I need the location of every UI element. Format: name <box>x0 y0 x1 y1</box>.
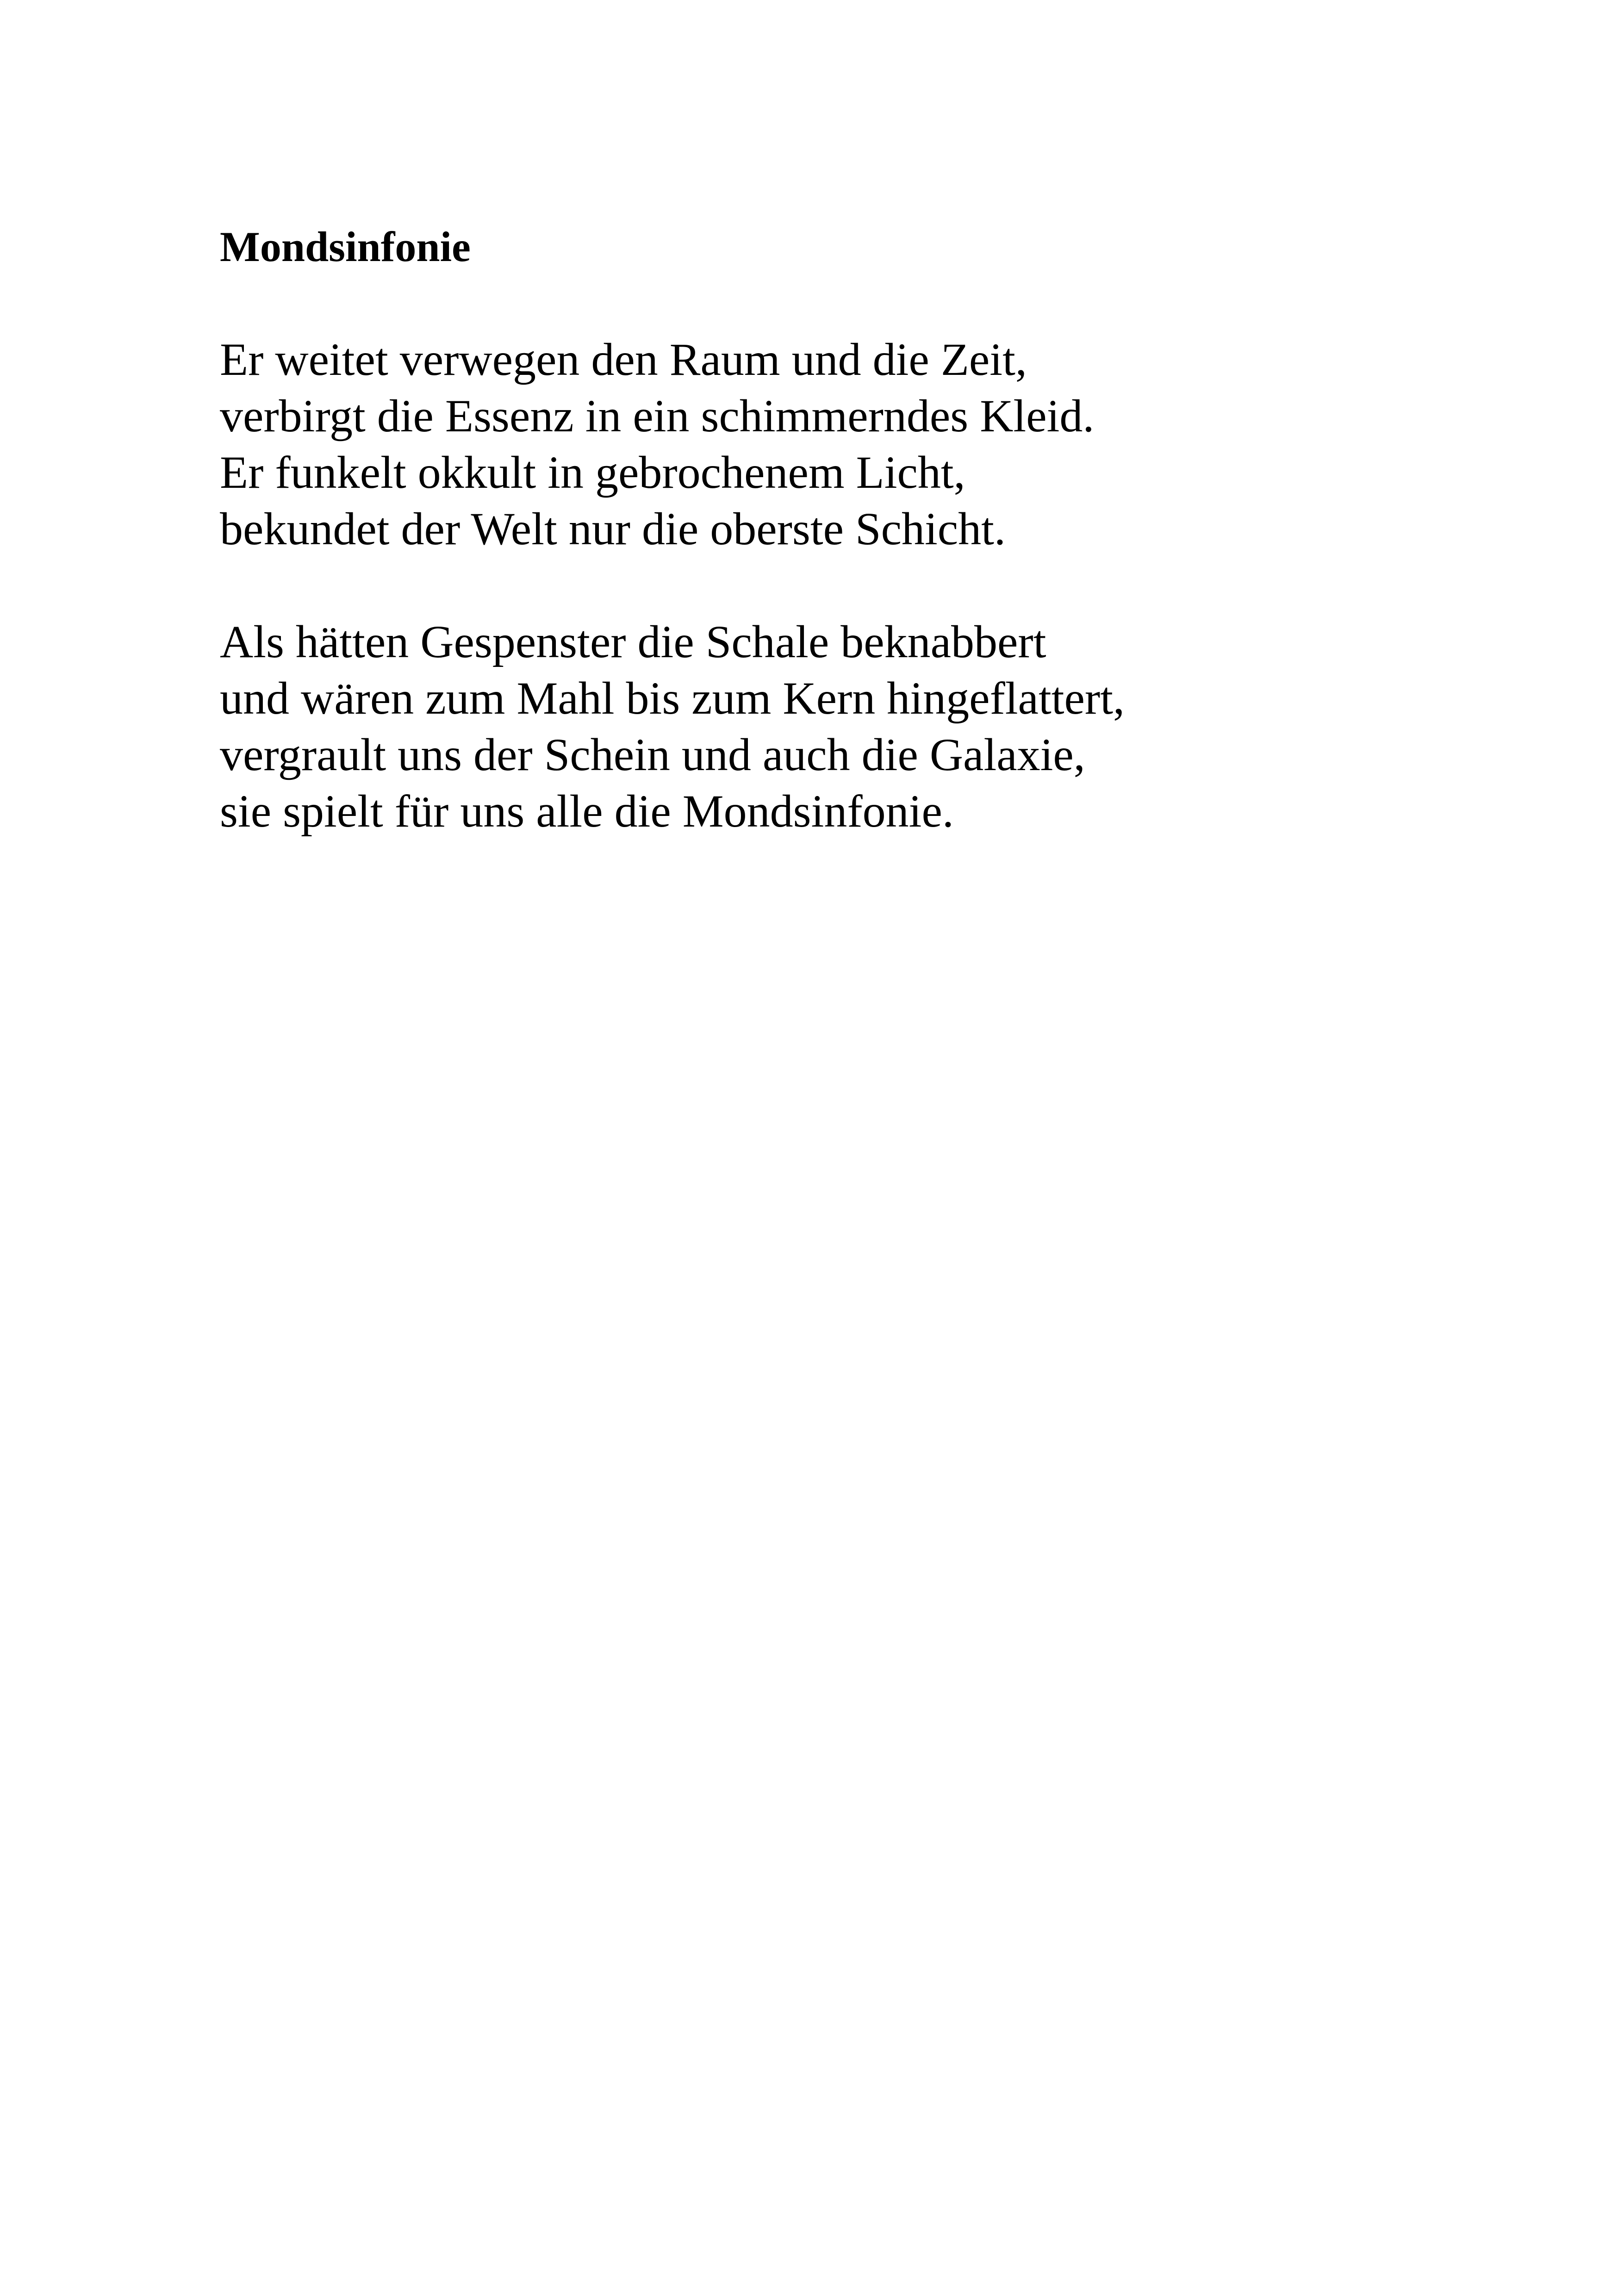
verse-line: und wären zum Mahl bis zum Kern hingeflattert, <box>220 672 1125 724</box>
verse-line: vergrault uns der Schein und auch die Galaxie, <box>220 729 1085 780</box>
verse-line: verbirgt die Essenz in ein schimmerndes Kleid. <box>220 390 1095 442</box>
verse-line: Als hätten Gespenster die Schale beknabbert <box>220 616 1046 667</box>
verse-line: Er funkelt okkult in gebrochenem Licht, <box>220 447 965 498</box>
stanza-2 <box>220 614 1125 840</box>
poem <box>220 218 1125 840</box>
verse-line: bekundet der Welt nur die oberste Schicht. <box>220 503 1006 554</box>
verse-line: sie spielt für uns alle die Mondsinfonie. <box>220 785 954 837</box>
verse-line: Er weitet verwegen den Raum und die Zeit, <box>220 334 1027 385</box>
stanza-1 <box>220 331 1125 557</box>
poem-title: Mondsinfonie <box>220 223 471 270</box>
